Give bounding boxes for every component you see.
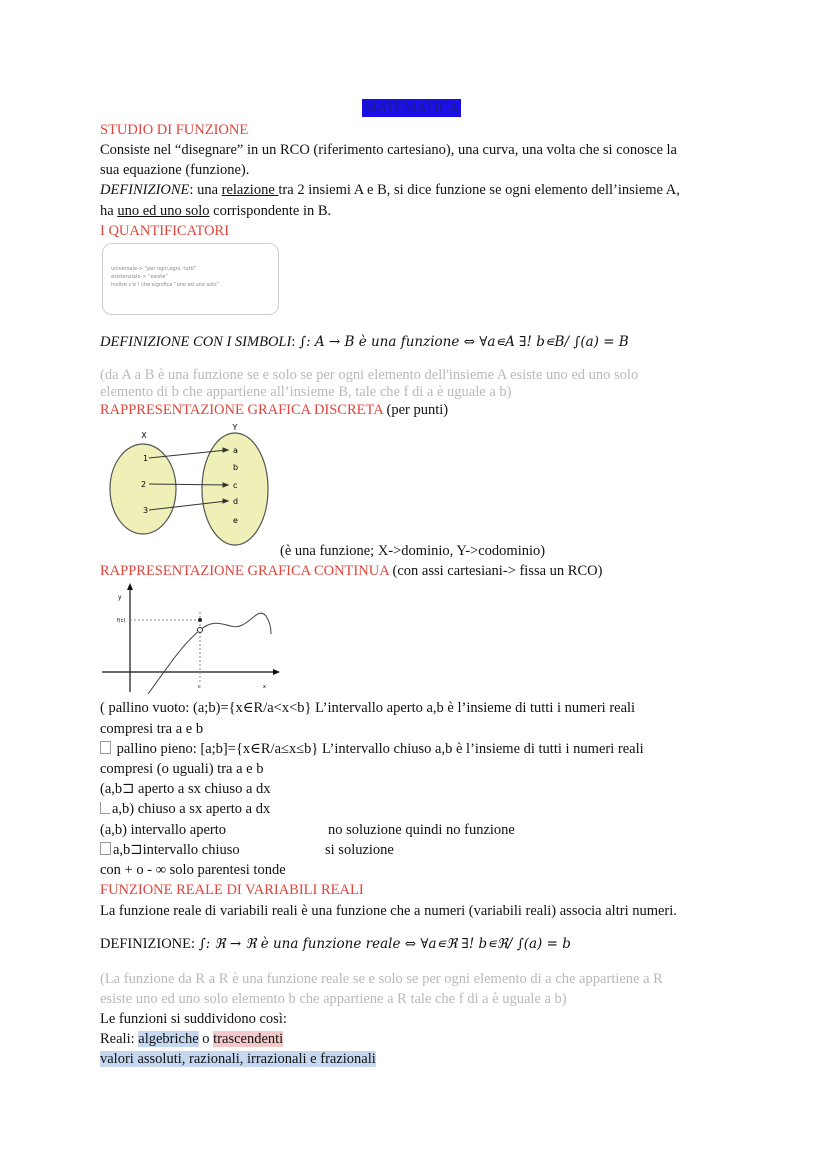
interval-aperto-line: (a,b) intervallo aperto — [100, 822, 227, 838]
discreta-heading-line — [100, 401, 448, 419]
graph-fc-label: f(c) — [117, 618, 126, 624]
x-item: 1 — [143, 454, 149, 463]
studio-desc-line1: Consiste nel “disegnare” in un RCO (riferimento cartesiano), una curva, una volta che si conosce la — [100, 142, 677, 158]
definition-symbols-line — [100, 333, 629, 351]
quantificatore-esistenziale: esistenziale-> “esiste” — [111, 274, 168, 280]
y-item: e — [233, 516, 238, 525]
definition-line1 — [100, 181, 680, 199]
section-heading-studio: STUDIO DI FUNZIONE — [100, 122, 249, 138]
interval-half-open-right: (a,b⊐ aperto a sx chiuso a dx — [100, 781, 271, 797]
continua-heading-line — [100, 562, 602, 580]
y-item: c — [233, 481, 238, 490]
suddivisione-line: Le funzioni si suddividono così: — [100, 1011, 287, 1027]
definition-text: : una — [189, 182, 222, 198]
interval-chiuso-text: a,b⊐intervallo chiuso — [113, 842, 240, 858]
reali-label: Reali: — [100, 1031, 139, 1047]
algebriche-highlight: algebriche — [138, 1031, 199, 1047]
reale-desc: La funzione reale di variabili reali è una funzione che a numeri (variabili reali) associa altri numeri. — [100, 903, 677, 919]
set-x-label: X — [141, 431, 147, 440]
function-curve — [148, 613, 271, 694]
reale-definition-label: DEFINIZIONE: — [100, 936, 199, 952]
definition-label: DEFINIZIONE — [100, 182, 190, 198]
definition-relazione: relazione — [221, 182, 279, 198]
continua-suffix: (con assi cartesiani-> fissa un RCO) — [388, 563, 603, 579]
graph-x-label: x — [263, 684, 266, 690]
definition-symbols-label: DEFINIZIONE CON I SIMBOLI — [100, 334, 292, 350]
reale-explanation2: esiste uno ed uno solo elemento b che appartiene a R tale che f di a è uguale a b) — [100, 991, 567, 1007]
y-item: b — [233, 463, 239, 472]
interval-aperto-note: no soluzione quindi no funzione — [328, 822, 515, 838]
x-item: 3 — [143, 506, 149, 515]
graph-c-label: c — [198, 684, 201, 690]
graph-y-label: y — [118, 594, 122, 601]
definition-line2 — [100, 202, 331, 220]
trascendenti-highlight: trascendenti — [213, 1031, 284, 1047]
filled-dot — [198, 618, 202, 622]
tipi-highlight: valori assoluti, razionali, irrazionali e frazionali — [100, 1051, 376, 1067]
bracket-glyph-icon — [100, 802, 110, 814]
section-heading-continua: RAPPRESENTAZIONE GRAFICA CONTINUA — [100, 563, 389, 579]
y-item: d — [233, 497, 239, 506]
function-graph — [100, 582, 285, 694]
missing-glyph-icon — [100, 741, 111, 754]
interval-chiuso-note: si soluzione — [325, 842, 394, 858]
interval-chiuso-line — [100, 841, 240, 859]
studio-desc-line2: sua equazione (funzione). — [100, 162, 250, 178]
interval-closed-line1 — [100, 740, 644, 758]
definition-symbols-colon: : — [291, 334, 299, 350]
set-mapping-diagram — [103, 421, 283, 546]
quantificatori-box — [102, 243, 279, 315]
discreta-caption: (è una funzione; X->dominio, Y->codominio) — [280, 543, 546, 559]
reale-explanation1: (La funzione da R a R è una funzione reale se e solo se per ogni elemento di a che appartiene a R — [100, 971, 663, 987]
missing-glyph-icon — [100, 842, 111, 855]
definition2-post: corrispondente in B. — [209, 203, 332, 219]
tipi-line — [100, 1050, 376, 1068]
reali-line — [100, 1030, 283, 1048]
interval-half-open-left — [100, 800, 270, 818]
reale-definition-line — [100, 935, 571, 953]
infinity-note: con + o - ∞ solo parentesi tonde — [100, 862, 286, 878]
quantificatore-universale: universale-> “per ogni,ogni, tutti” — [111, 266, 197, 272]
reale-definition-formula: ∫: ℜ → ℜ è una funzione reale ⇔ ∀a∊ℜ ∃! b∊ℜ/ ∫(a) = b — [198, 936, 571, 952]
definition2-pre: ha — [100, 203, 118, 219]
definition-symbols-formula: ∫: A → B è una funzione ⇔ ∀a∊A ∃! b∊B/ ∫(a) = B — [298, 334, 629, 350]
y-item: a — [233, 446, 238, 455]
interval-open-line2: compresi tra a e b — [100, 721, 204, 737]
definition2-uno-solo: uno ed uno solo — [117, 203, 210, 219]
discreta-suffix: (per punti) — [382, 402, 449, 418]
x-axis-arrow — [273, 669, 280, 675]
interval-closed-line2: compresi (o uguali) tra a e b — [100, 761, 264, 777]
section-heading-discreta: RAPPRESENTAZIONE GRAFICA DISCRETA — [100, 402, 383, 418]
section-heading-reale: FUNZIONE REALE DI VARIABILI REALI — [100, 882, 364, 898]
interval-half-open-left-text: a,b) chiuso a sx aperto a dx — [112, 801, 271, 817]
interval-closed-text: pallino pieno: [a;b]={x∈R/a≤x≤b} L’intervallo chiuso a,b è l’insieme di tutti i numeri reali — [113, 741, 644, 757]
definition-symbols-explanation2: elemento di b che appartiene all’insieme B, tale che f di a è uguale a b) — [100, 384, 512, 400]
empty-dot — [198, 628, 203, 633]
interval-open-line1: ( pallino vuoto: (a;b)={x∈R/a<x<b} L’intervallo aperto a,b è l’insieme di tutti i numeri reali — [100, 700, 636, 716]
reali-o: o — [198, 1031, 214, 1047]
x-item: 2 — [141, 480, 147, 489]
definition-symbols-explanation1: (da A a B è una funzione se e solo se per ogni elemento dell'insieme A esiste uno ed uno solo — [100, 367, 639, 383]
page-title: MATEMATICA — [364, 100, 460, 116]
definition-text-rest: tra 2 insiemi A e B, si dice funzione se ogni elemento dell’insieme A, — [278, 182, 680, 198]
section-heading-quantificatori: I QUANTIFICATORI — [100, 223, 230, 239]
quantificatore-unico: inoltre c’è ! che significa “uno ed uno solo” — [111, 282, 219, 288]
y-axis-arrow — [127, 583, 133, 590]
set-y-label: Y — [232, 423, 238, 432]
